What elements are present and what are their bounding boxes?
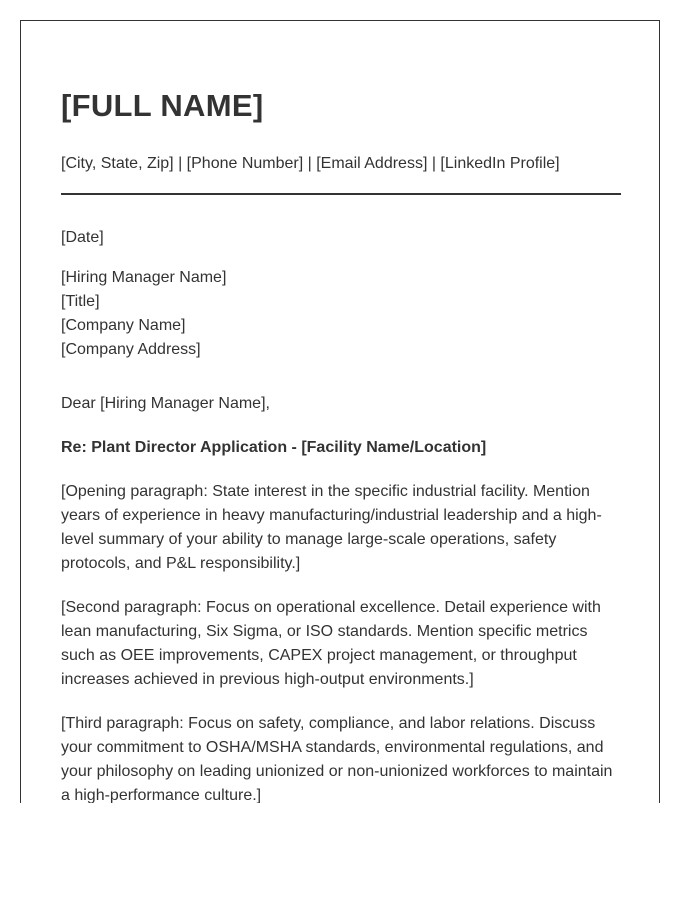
body-paragraph-opening: [Opening paragraph: State interest in the specific industrial facility. Mention years of experience in heavy manufacturing/industrial leadership and a high-level summary of your ability to manage large-scale operations, safety protocols, and P&L responsibility.]: [61, 483, 602, 572]
recipient-address-block: [61, 266, 621, 362]
letter-date: [Date]: [61, 229, 104, 246]
recipient-name: [Hiring Manager Name]: [61, 269, 227, 286]
body-paragraph-second: [Second paragraph: Focus on operational excellence. Detail experience with lean manufacturing, Six Sigma, or ISO standards. Mention specific metrics such as OEE improvements, CAPEX project management, or throughput increases achieved in previous high-output environments.]: [61, 599, 601, 688]
recipient-title: [Title]: [61, 293, 100, 310]
subject-line: Re: Plant Director Application - [Facility Name/Location]: [61, 439, 487, 456]
recipient-company-address: [Company Address]: [61, 341, 201, 358]
recipient-company: [Company Name]: [61, 317, 186, 334]
body-paragraph-third: [Third paragraph: Focus on safety, compliance, and labor relations. Discuss your commitment to OSHA/MSHA standards, environmental regulations, and your philosophy on leading unionized or non-unionized workforces to maintain a high-performance culture.]: [61, 715, 613, 803]
full-name-heading: [FULL NAME]: [61, 88, 264, 123]
header-divider: [61, 193, 621, 195]
salutation: Dear [Hiring Manager Name],: [61, 395, 270, 412]
document-page: [20, 20, 660, 803]
letter-content: [61, 88, 621, 803]
contact-line: [City, State, Zip] | [Phone Number] | [Email Address] | [LinkedIn Profile]: [61, 155, 560, 172]
